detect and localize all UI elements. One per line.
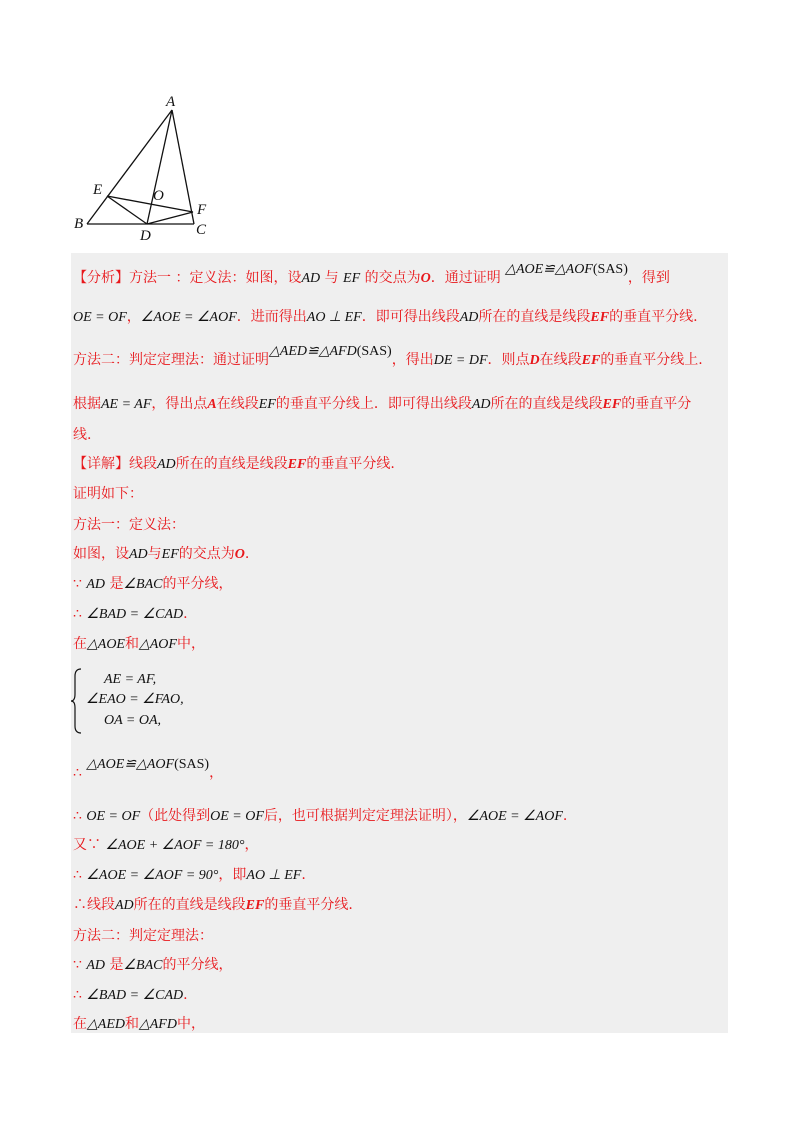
system-row-2: ∠EAO = ∠FAO,	[86, 692, 184, 707]
detail-line-15: ∴ ∠BAD = ∠CAD.	[73, 987, 188, 1003]
label-e: E	[93, 182, 103, 198]
side-ac	[172, 110, 194, 224]
system-brace-icon	[70, 668, 84, 734]
detail-line-2: 证明如下：	[73, 486, 143, 502]
detail-tag: 【详解】	[73, 456, 129, 472]
detail-line-5: ∵ AD 是∠BAC的平分线，	[73, 576, 233, 592]
detail-line-6: ∴ ∠BAD = ∠CAD.	[73, 606, 188, 622]
label-o: O	[153, 188, 164, 204]
detail-line-8: ∴ △AOE≌△AOF(SAS)，	[73, 757, 224, 781]
triangle-diagram	[60, 88, 250, 248]
analysis-line-2: OE = OF，∠AOE = ∠AOF．进而得出AO ⊥ EF．即可得出线段AD所在的直线是线段EF的垂直平分线.	[73, 309, 698, 325]
detail-line-1: 【详解】线段AD所在的直线是线段EF的垂直平分线.	[73, 456, 395, 472]
detail-line-16: 在△AED和△AFD中，	[73, 1016, 205, 1032]
analysis-line-4: 根据AE = AF，得出点A在线段EF的垂直平分线上．即可得出线段AD所在的直线是线段EF的垂直平分	[73, 396, 692, 412]
detail-line-3: 方法一：定义法：	[73, 517, 185, 533]
label-f: F	[197, 202, 207, 218]
label-d: D	[140, 228, 151, 244]
label-a: A	[166, 94, 176, 110]
analysis-line-3: 方法二：判定定理法：通过证明△AED≌△AFD(SAS)，得出DE = DF．则点D在线段EF的垂直平分线上.	[73, 344, 703, 368]
detail-line-4: 如图，设AD与EF的交点为O.	[73, 546, 250, 562]
label-b: B	[74, 216, 84, 232]
detail-line-11: ∴ ∠AOE = ∠AOF = 90°，即AO ⊥ EF.	[73, 867, 306, 883]
analysis-line-5: 线.	[73, 427, 92, 443]
detail-line-13: 方法二：判定定理法：	[73, 928, 213, 944]
segment-fd	[147, 212, 193, 224]
analysis-line-1: 【分析】方法一 ：定义法：如图，设AD 与 EF 的交点为O．通过证明 △AOE≌△AOF(SAS)，得到	[73, 262, 670, 286]
system-row-1: AE = AF,	[104, 672, 157, 687]
detail-line-9: ∴ OE = OF（此处得到OE = OF后，也可根据判定定理法证明），∠AOE = ∠AOF.	[73, 808, 568, 824]
detail-line-12: ∴线段AD所在的直线是线段EF的垂直平分线.	[73, 897, 353, 913]
triangle-figure	[60, 88, 250, 248]
system-row-3: OA = OA,	[104, 713, 162, 728]
analysis-tag: 【分析】	[73, 270, 129, 286]
label-c: C	[196, 222, 207, 238]
detail-line-14: ∵ AD 是∠BAC的平分线，	[73, 957, 233, 973]
detail-line-10: 又∵ ∠AOE + ∠AOF = 180°，	[73, 837, 259, 853]
detail-line-7: 在△AOE和△AOF中，	[73, 636, 205, 652]
